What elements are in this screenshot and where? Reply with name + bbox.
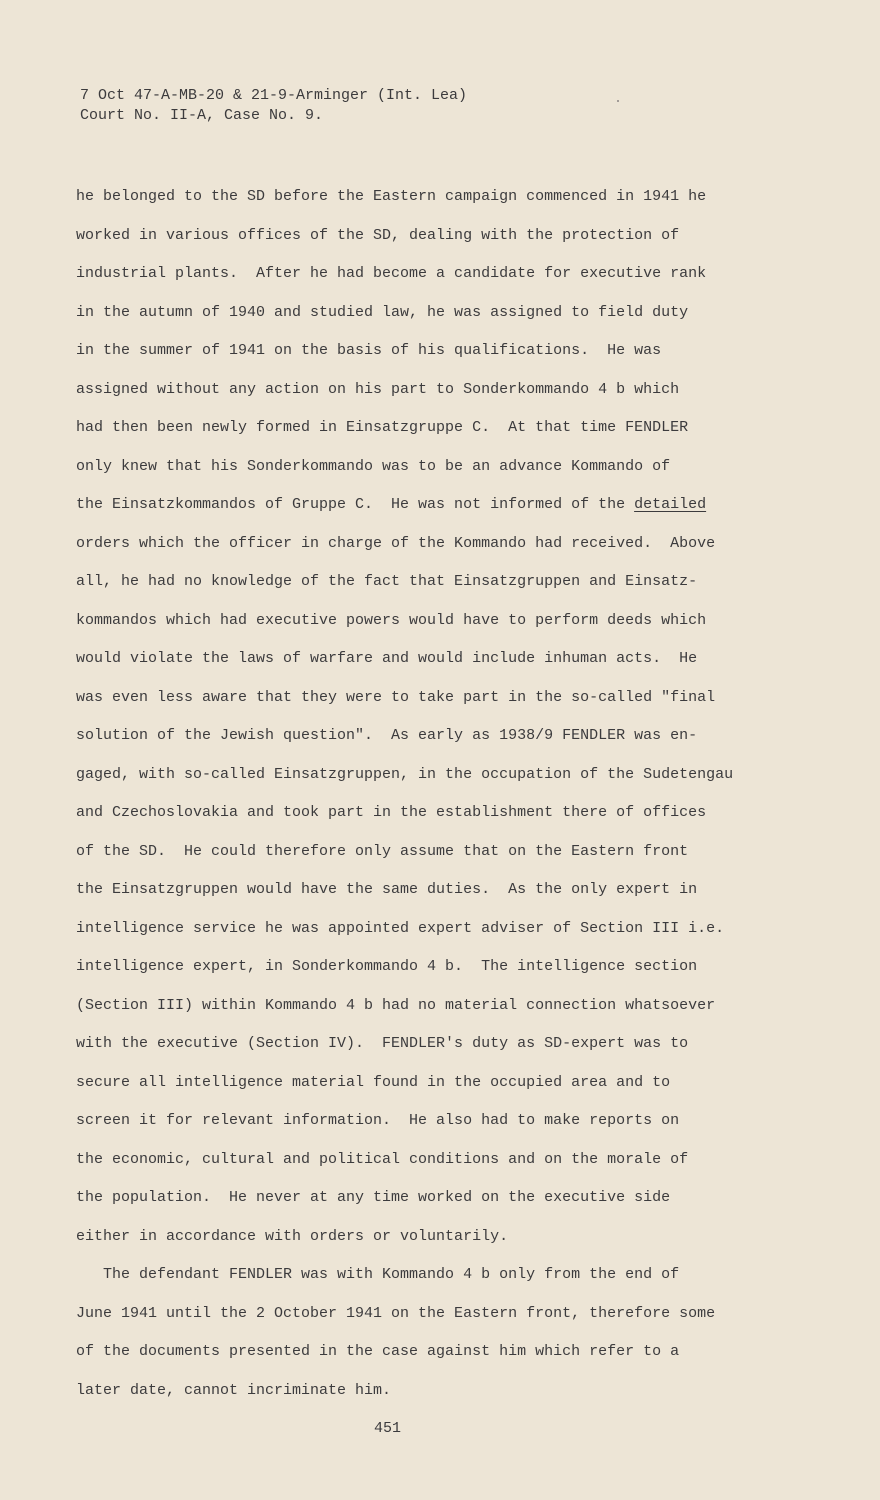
body-line: (Section III) within Kommando 4 b had no material connection whatsoever — [76, 997, 716, 1014]
body-line-text: the Einsatzkommandos of Gruppe C. He was not informed of the — [76, 496, 635, 513]
body-line: the population. He never at any time worked on the executive side — [76, 1189, 671, 1206]
body-line: of the documents presented in the case against him which refer to a — [76, 1343, 680, 1360]
body-line: would violate the laws of warfare and would include inhuman acts. He — [76, 650, 698, 667]
body-line: worked in various offices of the SD, dealing with the protection of — [76, 227, 680, 244]
body-line: only knew that his Sonderkommando was to be an advance Kommando of — [76, 458, 671, 475]
body-line: orders which the officer in charge of the Kommando had received. Above — [76, 535, 716, 552]
body-line: in the summer of 1941 on the basis of his qualifications. He was — [76, 342, 662, 359]
body-line: of the SD. He could therefore only assume that on the Eastern front — [76, 843, 689, 860]
body-line: intelligence service he was appointed expert adviser of Section III i.e. — [76, 920, 725, 937]
body-line: industrial plants. After he had become a candidate for executive rank — [76, 265, 707, 282]
body-line: later date, cannot incriminate him. — [76, 1382, 392, 1399]
header-line-1: 7 Oct 47-A-MB-20 & 21-9-Arminger (Int. Lea) — [80, 87, 468, 104]
body-line: solution of the Jewish question". As early as 1938/9 FENDLER was en- — [76, 727, 698, 744]
body-line: June 1941 until the 2 October 1941 on the Eastern front, therefore some — [76, 1305, 716, 1322]
body-line: the Einsatzgruppen would have the same duties. As the only expert in — [76, 881, 698, 898]
body-line: gaged, with so-called Einsatzgruppen, in the occupation of the Sudetengau — [76, 766, 734, 783]
body-line: was even less aware that they were to take part in the so-called "final — [76, 689, 716, 706]
body-line: The defendant FENDLER was with Kommando 4 b only from the end of — [76, 1266, 680, 1283]
body-line: with the executive (Section IV). FENDLER's duty as SD-expert was to — [76, 1035, 689, 1052]
body-line: the economic, cultural and political conditions and on the morale of — [76, 1151, 689, 1168]
body-line: had then been newly formed in Einsatzgruppe C. At that time FENDLER — [76, 419, 689, 436]
body-line: and Czechoslovakia and took part in the establishment there of offices — [76, 804, 707, 821]
stray-mark — [617, 100, 619, 102]
body-line: either in accordance with orders or voluntarily. — [76, 1228, 509, 1245]
body-line: all, he had no knowledge of the fact that Einsatzgruppen and Einsatz- — [76, 573, 698, 590]
body-line: he belonged to the SD before the Eastern campaign commenced in 1941 he — [76, 188, 707, 205]
body-line: in the autumn of 1940 and studied law, he was assigned to field duty — [76, 304, 689, 321]
header-line-2: Court No. II-A, Case No. 9. — [80, 107, 324, 124]
body-line: screen it for relevant information. He also had to make reports on — [76, 1112, 680, 1129]
document-header — [80, 86, 467, 126]
body-line: intelligence expert, in Sonderkommando 4 b. The intelligence section — [76, 958, 698, 975]
body-line: assigned without any action on his part to Sonderkommando 4 b which — [76, 381, 680, 398]
underlined-word: detailed — [634, 496, 707, 513]
body-line: kommandos which had executive powers would have to perform deeds which — [76, 612, 707, 629]
body-line — [76, 494, 706, 516]
body-line: secure all intelligence material found in the occupied area and to — [76, 1074, 671, 1091]
page-number: 451 — [374, 1420, 402, 1437]
